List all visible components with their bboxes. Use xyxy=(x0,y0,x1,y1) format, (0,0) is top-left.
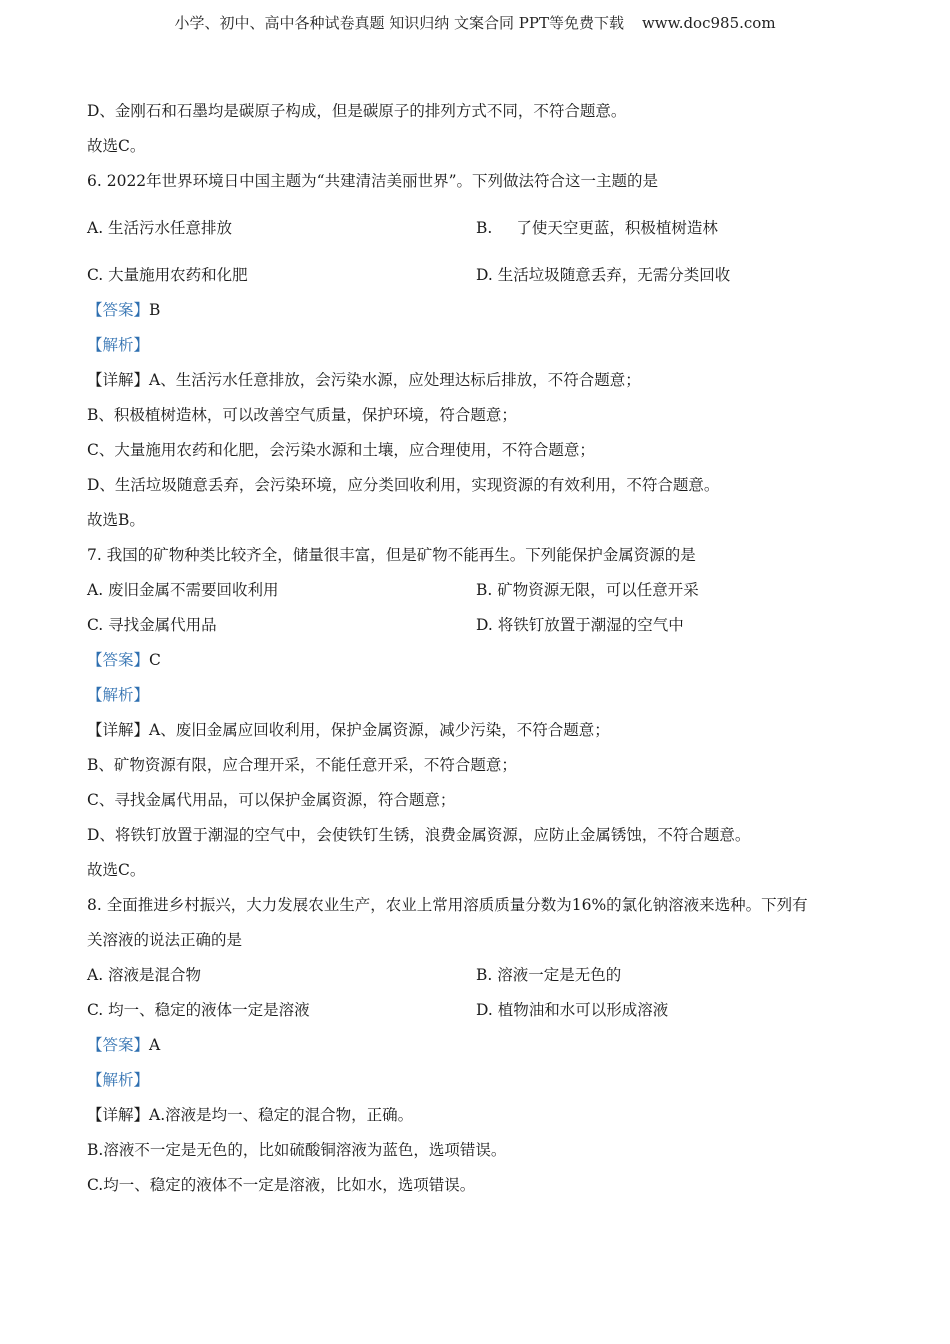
q7-options-row1 xyxy=(87,575,867,610)
prev-conclusion: 故选C。 xyxy=(87,137,146,155)
q6-detail-tag: 【详解】 xyxy=(87,371,150,389)
q8-detail-a xyxy=(87,1100,867,1135)
q7-analysis-tag: 【解析】 xyxy=(87,686,150,704)
q8-analysis xyxy=(87,1065,867,1100)
q6-detail-a xyxy=(87,365,867,400)
q7-detail-tag: 【详解】 xyxy=(87,721,150,739)
q6-detail-d: D、生活垃圾随意丢弃，会污染环境，应分类回收利用，实现资源的有效利用，不符合题意。 xyxy=(87,476,720,494)
q7-detail-b: B、矿物资源有限，应合理开采，不能任意开采，不符合题意； xyxy=(87,756,517,774)
q8-option-c: C. 均一、稳定的液体一定是溶液 xyxy=(87,1001,310,1019)
q7-option-a: A. 废旧金属不需要回收利用 xyxy=(87,581,279,599)
q6-answer-tag: 【答案】 xyxy=(87,301,150,319)
q7-conclusion: 故选C。 xyxy=(87,861,146,879)
q7-options-row2 xyxy=(87,610,867,645)
page-header xyxy=(0,12,950,33)
q8-answer xyxy=(87,1030,867,1065)
q8-answer-value: A xyxy=(149,1036,161,1054)
q7-option-c: C. 寻找金属代用品 xyxy=(87,616,217,634)
q6-answer-value: B xyxy=(149,301,161,319)
q6-detail-c: C、大量施用农药和化肥，会污染水源和土壤，应合理使用，不符合题意； xyxy=(87,441,595,459)
q6-option-b xyxy=(476,213,865,260)
q8-detail-a-text: A.溶液是均一、稳定的混合物，正确。 xyxy=(149,1106,414,1124)
prev-detail-d: D、金刚石和石墨均是碳原子构成，但是碳原子的排列方式不同，不符合题意。 xyxy=(87,102,627,120)
q6-option-c: C. 大量施用农药和化肥 xyxy=(87,266,248,284)
q8-options-row2 xyxy=(87,995,867,1030)
q6-option-b-letter: B. xyxy=(476,219,493,237)
q7-option-b: B. 矿物资源无限，可以任意开采 xyxy=(476,581,699,599)
q7-answer-value: C xyxy=(149,651,161,669)
q7-answer-tag: 【答案】 xyxy=(87,651,150,669)
q6-detail-b: B、积极植树造林，可以改善空气质量，保护环境，符合题意； xyxy=(87,406,517,424)
q6-conclusion: 故选B。 xyxy=(87,511,145,529)
q7-detail-c: C、寻找金属代用品，可以保护金属资源，符合题意； xyxy=(87,791,456,809)
q8-analysis-tag: 【解析】 xyxy=(87,1071,150,1089)
q8-detail-b: B.溶液不一定是无色的，比如硫酸铜溶液为蓝色，选项错误。 xyxy=(87,1141,507,1159)
q8-answer-tag: 【答案】 xyxy=(87,1036,150,1054)
q6-stem: 6. 2022年世界环境日中国主题为“共建清洁美丽世界”。下列做法符合这一主题的是 xyxy=(87,172,659,190)
document-body xyxy=(87,96,867,1205)
q8-option-a: A. 溶液是混合物 xyxy=(87,966,202,984)
q6-option-d: D. 生活垃圾随意丢弃，无需分类回收 xyxy=(476,266,731,284)
q7-answer xyxy=(87,645,867,680)
header-text: 小学、初中、高中各种试卷真题 知识归纳 文案合同 PPT等免费下载 xyxy=(174,14,624,32)
header-url: www.doc985.com xyxy=(641,14,776,32)
q7-analysis xyxy=(87,680,867,715)
q7-detail-a-text: A、废旧金属应回收利用，保护金属资源，减少污染，不符合题意； xyxy=(149,721,610,739)
q6-detail-a-text: A、生活污水任意排放，会污染水源，应处理达标后排放，不符合题意； xyxy=(149,371,641,389)
q7-stem: 7. 我国的矿物种类比较齐全，储量很丰富，但是矿物不能再生。下列能保护金属资源的是 xyxy=(87,546,696,564)
q8-stem-line2: 关溶液的说法正确的是 xyxy=(87,931,243,949)
q6-option-b-text: 了使天空更蓝，积极植树造林 xyxy=(516,219,718,237)
q7-detail-d: D、将铁钉放置于潮湿的空气中，会使铁钉生锈，浪费金属资源，应防止金属锈蚀，不符合题意。 xyxy=(87,826,751,844)
q8-detail-tag: 【详解】 xyxy=(87,1106,150,1124)
q8-option-b: B. 溶液一定是无色的 xyxy=(476,966,622,984)
q6-answer xyxy=(87,295,867,330)
q8-stem-line1: 8. 全面推进乡村振兴，大力发展农业生产，农业上常用溶质质量分数为16%的氯化钠溶液来选种。下列有 xyxy=(87,896,808,914)
q6-options-row2 xyxy=(87,260,867,295)
q6-analysis xyxy=(87,330,867,365)
q6-options-row1 xyxy=(87,213,867,260)
q7-detail-a xyxy=(87,715,867,750)
q8-detail-c: C.均一、稳定的液体不一定是溶液，比如水，选项错误。 xyxy=(87,1176,476,1194)
q8-options-row1 xyxy=(87,960,867,995)
q7-option-d: D. 将铁钉放置于潮湿的空气中 xyxy=(476,616,684,634)
q6-analysis-tag: 【解析】 xyxy=(87,336,150,354)
q6-option-a: A. 生活污水任意排放 xyxy=(87,219,233,237)
q8-option-d: D. 植物油和水可以形成溶液 xyxy=(476,1001,669,1019)
